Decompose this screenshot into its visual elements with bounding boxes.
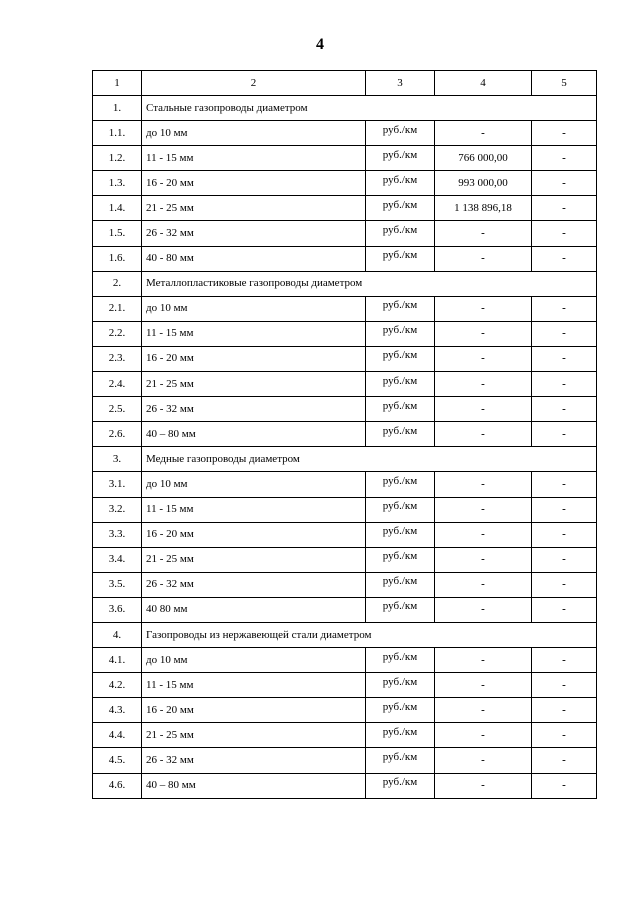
rate-value-cell — [435, 522, 532, 547]
rate-value-cell — [435, 748, 532, 773]
column5-value: - — [562, 779, 566, 792]
unit-label: руб./км — [382, 474, 418, 487]
unit-cell — [366, 321, 435, 346]
column5-value: - — [562, 553, 566, 566]
unit-cell — [366, 572, 435, 597]
rate-value: - — [481, 477, 485, 490]
rate-value-cell — [435, 572, 532, 597]
column5-value-cell — [532, 372, 597, 397]
unit-cell — [366, 422, 435, 447]
table-row — [93, 497, 597, 522]
column5-value: - — [562, 327, 566, 340]
column5-value-cell — [532, 171, 597, 196]
unit-label: руб./км — [382, 123, 418, 136]
row-number: 3.6. — [93, 597, 142, 622]
table-row — [93, 246, 597, 271]
unit-label: руб./км — [382, 173, 418, 186]
unit-cell — [366, 196, 435, 221]
column5-value-cell — [532, 472, 597, 497]
rate-value-cell — [435, 321, 532, 346]
unit-cell — [366, 648, 435, 673]
column5-value-cell — [532, 572, 597, 597]
rate-value: - — [481, 779, 485, 792]
rate-value: 1 138 896,18 — [454, 201, 512, 214]
column5-value: - — [562, 352, 566, 365]
row-number: 3.3. — [93, 522, 142, 547]
rate-value-cell — [435, 146, 532, 171]
column5-value-cell — [532, 673, 597, 698]
rate-value: - — [481, 327, 485, 340]
rate-value-cell — [435, 472, 532, 497]
section-number: 3. — [93, 447, 142, 472]
rate-value-cell — [435, 296, 532, 321]
row-number: 4.5. — [93, 748, 142, 773]
unit-label: руб./км — [382, 424, 418, 437]
header-cell-3: 3 — [366, 71, 435, 96]
header-cell-1: 1 — [93, 71, 142, 96]
unit-label: руб./км — [382, 299, 418, 312]
diameter-range: 11 - 15 мм — [142, 497, 366, 522]
unit-label: руб./км — [382, 750, 418, 763]
column5-value: - — [562, 728, 566, 741]
column5-value: - — [562, 603, 566, 616]
table-row — [93, 748, 597, 773]
table-body — [93, 71, 597, 799]
section-title: Газопроводы из нержавеющей стали диаметром — [142, 622, 597, 647]
row-number: 2.1. — [93, 296, 142, 321]
table-row — [93, 522, 597, 547]
diameter-range: до 10 мм — [142, 472, 366, 497]
table-row — [93, 346, 597, 371]
unit-cell — [366, 372, 435, 397]
column5-value-cell — [532, 246, 597, 271]
rate-value-cell — [435, 246, 532, 271]
diameter-range: до 10 мм — [142, 648, 366, 673]
table-row — [93, 321, 597, 346]
rate-value: - — [481, 753, 485, 766]
diameter-range: до 10 мм — [142, 121, 366, 146]
unit-cell — [366, 522, 435, 547]
rate-value-cell — [435, 422, 532, 447]
unit-cell — [366, 121, 435, 146]
price-table — [92, 70, 597, 799]
table-row — [93, 547, 597, 572]
row-number: 3.4. — [93, 547, 142, 572]
diameter-range: 11 - 15 мм — [142, 146, 366, 171]
rate-value-cell — [435, 648, 532, 673]
header-cell-4: 4 — [435, 71, 532, 96]
rate-value: - — [481, 553, 485, 566]
column5-value: - — [562, 578, 566, 591]
column5-value: - — [562, 503, 566, 516]
unit-label: руб./км — [382, 374, 418, 387]
column5-value: - — [562, 678, 566, 691]
column5-value: - — [562, 151, 566, 164]
diameter-range: до 10 мм — [142, 296, 366, 321]
row-number: 3.5. — [93, 572, 142, 597]
column5-value: - — [562, 201, 566, 214]
rate-value-cell — [435, 171, 532, 196]
row-number: 3.1. — [93, 472, 142, 497]
unit-label: руб./км — [382, 575, 418, 588]
column5-value-cell — [532, 221, 597, 246]
diameter-range: 26 - 32 мм — [142, 748, 366, 773]
table-row — [93, 723, 597, 748]
rate-value: - — [481, 402, 485, 415]
row-number: 4.3. — [93, 698, 142, 723]
section-row — [93, 96, 597, 121]
unit-cell — [366, 698, 435, 723]
section-number: 4. — [93, 622, 142, 647]
column5-value: - — [562, 302, 566, 315]
table-header-row — [93, 71, 597, 96]
unit-cell — [366, 472, 435, 497]
row-number: 1.4. — [93, 196, 142, 221]
diameter-range: 21 - 25 мм — [142, 196, 366, 221]
section-row — [93, 622, 597, 647]
rate-value: - — [481, 603, 485, 616]
unit-label: руб./км — [382, 148, 418, 161]
section-number: 1. — [93, 96, 142, 121]
diameter-range: 11 - 15 мм — [142, 321, 366, 346]
header-cell-2: 2 — [142, 71, 366, 96]
unit-cell — [366, 547, 435, 572]
unit-label: руб./км — [382, 650, 418, 663]
diameter-range: 40 – 80 мм — [142, 773, 366, 798]
column5-value-cell — [532, 648, 597, 673]
unit-cell — [366, 221, 435, 246]
table-row — [93, 773, 597, 798]
section-row — [93, 447, 597, 472]
column5-value-cell — [532, 196, 597, 221]
rate-value-cell — [435, 673, 532, 698]
column5-value-cell — [532, 346, 597, 371]
unit-label: руб./км — [382, 525, 418, 538]
rate-value: - — [481, 578, 485, 591]
table-row — [93, 698, 597, 723]
table-row — [93, 673, 597, 698]
column5-value: - — [562, 227, 566, 240]
column5-value-cell — [532, 497, 597, 522]
unit-label: руб./км — [382, 349, 418, 362]
diameter-range: 21 - 25 мм — [142, 372, 366, 397]
rate-value-cell — [435, 196, 532, 221]
diameter-range: 21 - 25 мм — [142, 723, 366, 748]
unit-cell — [366, 597, 435, 622]
unit-cell — [366, 246, 435, 271]
column5-value-cell — [532, 547, 597, 572]
unit-label: руб./км — [382, 500, 418, 513]
diameter-range: 26 - 32 мм — [142, 221, 366, 246]
column5-value-cell — [532, 397, 597, 422]
row-number: 1.2. — [93, 146, 142, 171]
diameter-range: 26 - 32 мм — [142, 572, 366, 597]
rate-value: - — [481, 653, 485, 666]
row-number: 2.2. — [93, 321, 142, 346]
column5-value-cell — [532, 597, 597, 622]
row-number: 4.1. — [93, 648, 142, 673]
rate-value-cell — [435, 497, 532, 522]
rate-value: - — [481, 503, 485, 516]
unit-cell — [366, 346, 435, 371]
section-title: Медные газопроводы диаметром — [142, 447, 597, 472]
unit-cell — [366, 146, 435, 171]
rate-value: 766 000,00 — [458, 151, 508, 164]
diameter-range: 21 - 25 мм — [142, 547, 366, 572]
header-cell-5: 5 — [532, 71, 597, 96]
unit-cell — [366, 171, 435, 196]
table-row — [93, 296, 597, 321]
unit-label: руб./км — [382, 249, 418, 262]
table-row — [93, 372, 597, 397]
rate-value: - — [481, 352, 485, 365]
column5-value-cell — [532, 522, 597, 547]
column5-value-cell — [532, 121, 597, 146]
row-number: 1.5. — [93, 221, 142, 246]
column5-value: - — [562, 528, 566, 541]
row-number: 1.1. — [93, 121, 142, 146]
unit-cell — [366, 497, 435, 522]
unit-label: руб./км — [382, 324, 418, 337]
row-number: 4.4. — [93, 723, 142, 748]
diameter-range: 16 - 20 мм — [142, 522, 366, 547]
rate-value-cell — [435, 221, 532, 246]
table-row — [93, 597, 597, 622]
unit-cell — [366, 748, 435, 773]
column5-value: - — [562, 377, 566, 390]
row-number: 4.2. — [93, 673, 142, 698]
table-row — [93, 397, 597, 422]
unit-cell — [366, 296, 435, 321]
unit-label: руб./км — [382, 198, 418, 211]
table-row — [93, 572, 597, 597]
unit-label: руб./км — [382, 600, 418, 613]
unit-label: руб./км — [382, 700, 418, 713]
row-number: 3.2. — [93, 497, 142, 522]
rate-value: - — [481, 252, 485, 265]
column5-value-cell — [532, 773, 597, 798]
diameter-range: 11 - 15 мм — [142, 673, 366, 698]
row-number: 2.4. — [93, 372, 142, 397]
column5-value-cell — [532, 422, 597, 447]
unit-label: руб./км — [382, 399, 418, 412]
rate-value: - — [481, 703, 485, 716]
column5-value: - — [562, 753, 566, 766]
column5-value-cell — [532, 146, 597, 171]
rate-value: - — [481, 678, 485, 691]
column5-value: - — [562, 477, 566, 490]
rate-value: - — [481, 126, 485, 139]
section-title: Стальные газопроводы диаметром — [142, 96, 597, 121]
table-row — [93, 121, 597, 146]
column5-value-cell — [532, 321, 597, 346]
unit-cell — [366, 397, 435, 422]
section-title: Металлопластиковые газопроводы диаметром — [142, 271, 597, 296]
diameter-range: 16 - 20 мм — [142, 171, 366, 196]
diameter-range: 40 – 80 мм — [142, 422, 366, 447]
table-row — [93, 472, 597, 497]
rate-value-cell — [435, 723, 532, 748]
rate-value-cell — [435, 597, 532, 622]
rate-value: - — [481, 427, 485, 440]
unit-label: руб./км — [382, 675, 418, 688]
diameter-range: 16 - 20 мм — [142, 346, 366, 371]
column5-value-cell — [532, 748, 597, 773]
rate-value-cell — [435, 547, 532, 572]
column5-value-cell — [532, 296, 597, 321]
diameter-range: 16 - 20 мм — [142, 698, 366, 723]
table-row — [93, 221, 597, 246]
rate-value-cell — [435, 397, 532, 422]
unit-label: руб./км — [382, 776, 418, 789]
column5-value-cell — [532, 723, 597, 748]
rate-value: - — [481, 528, 485, 541]
rate-value-cell — [435, 121, 532, 146]
section-number: 2. — [93, 271, 142, 296]
table-row — [93, 648, 597, 673]
table-row — [93, 422, 597, 447]
page-number: 4 — [316, 36, 324, 53]
row-number: 1.3. — [93, 171, 142, 196]
rate-value: - — [481, 302, 485, 315]
unit-label: руб./км — [382, 224, 418, 237]
table-row — [93, 171, 597, 196]
column5-value: - — [562, 703, 566, 716]
rate-value-cell — [435, 773, 532, 798]
diameter-range: 40 80 мм — [142, 597, 366, 622]
rate-value: - — [481, 728, 485, 741]
column5-value-cell — [532, 698, 597, 723]
rate-value: - — [481, 377, 485, 390]
unit-label: руб./км — [382, 725, 418, 738]
column5-value: - — [562, 126, 566, 139]
diameter-range: 26 - 32 мм — [142, 397, 366, 422]
diameter-range: 40 - 80 мм — [142, 246, 366, 271]
rate-value-cell — [435, 372, 532, 397]
unit-cell — [366, 773, 435, 798]
row-number: 2.6. — [93, 422, 142, 447]
table-row — [93, 196, 597, 221]
rate-value: 993 000,00 — [458, 176, 508, 189]
column5-value: - — [562, 402, 566, 415]
row-number: 2.3. — [93, 346, 142, 371]
unit-cell — [366, 673, 435, 698]
row-number: 1.6. — [93, 246, 142, 271]
rate-value-cell — [435, 346, 532, 371]
unit-label: руб./км — [382, 550, 418, 563]
rate-value-cell — [435, 698, 532, 723]
unit-cell — [366, 723, 435, 748]
column5-value: - — [562, 653, 566, 666]
column5-value: - — [562, 252, 566, 265]
column5-value: - — [562, 176, 566, 189]
rate-value: - — [481, 227, 485, 240]
column5-value: - — [562, 427, 566, 440]
row-number: 2.5. — [93, 397, 142, 422]
section-row — [93, 271, 597, 296]
table-row — [93, 146, 597, 171]
row-number: 4.6. — [93, 773, 142, 798]
